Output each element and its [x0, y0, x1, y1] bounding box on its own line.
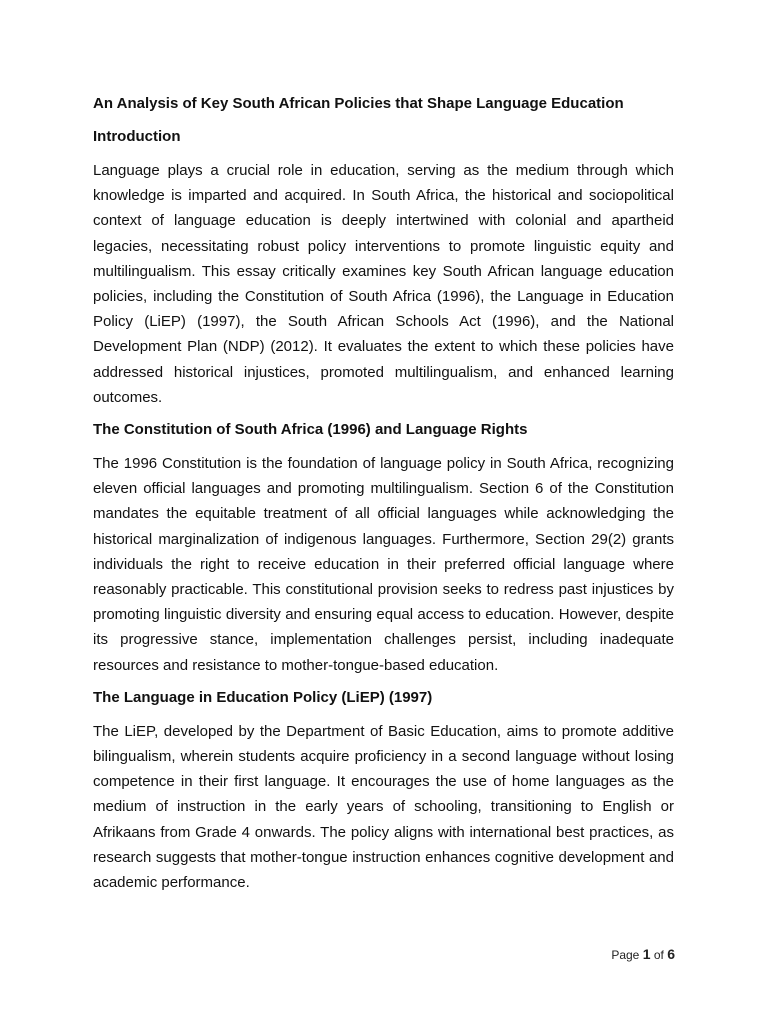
document-title: An Analysis of Key South African Policies that Shape Language Education: [93, 95, 624, 112]
section-heading-constitution: The Constitution of South Africa (1996) and Language Rights: [93, 421, 528, 439]
current-page-number: 1: [642, 946, 651, 962]
section-paragraph-liep: The LiEP, developed by the Department of Basic Education, aims to promote additive bilingualism, wherein students acquire proficiency in a second language without losing competence in their first language. It encourages the use of home languages as the medium of instruction in the early years of schooling, transitioning to English or Afrikaans from Grade 4 onwards. The policy aligns with international best practices, as research suggests that mother-tongue instruction enhances cognitive development and academic performance.: [93, 722, 674, 892]
section-paragraph-introduction: Language plays a crucial role in education, serving as the medium through which knowledge is imparted and acquired. In South Africa, the historical and sociopolitical context of language education is deeply intertwined with colonial and apartheid legacies, necessitating robust policy interventions to promote linguistic equity and multilingualism. This essay critically examines key South African language education policies, including the Constitution of South Africa (1996), the Language in Education Policy (LiEP) (1997), the South African Schools Act (1996), and the National Development Plan (NDP) (2012). It evaluates the extent to which these policies have addressed historical injustices, promoted multilingualism, and enhanced learning outcomes.: [93, 162, 674, 406]
total-pages-number: 6: [667, 946, 675, 962]
document-body: [93, 93, 674, 904]
section-heading-introduction: Introduction: [93, 128, 181, 145]
of-label: of: [653, 948, 664, 962]
section-heading-liep: The Language in Education Policy (LiEP) (1997): [93, 688, 433, 706]
section-paragraph-constitution: The 1996 Constitution is the foundation of language policy in South Africa, recognizing eleven official languages and promoting multilingualism. Section 6 of the Constitution mandates the equitable treatment of all official languages while acknowledging the historical marginalization of indigenous languages. Furthermore, Section 29(2) grants individuals the right to receive education in their preferred official language where reasonably practicable. This constitutional provision seeks to redress past injustices by promoting linguistic diversity and ensuring equal access to education. However, despite its progressive stance, implementation challenges persist, including inadequate resources and resistance to mother-tongue-based education.: [93, 455, 674, 674]
page-number-footer: [611, 945, 675, 964]
page-label: Page: [611, 948, 640, 962]
